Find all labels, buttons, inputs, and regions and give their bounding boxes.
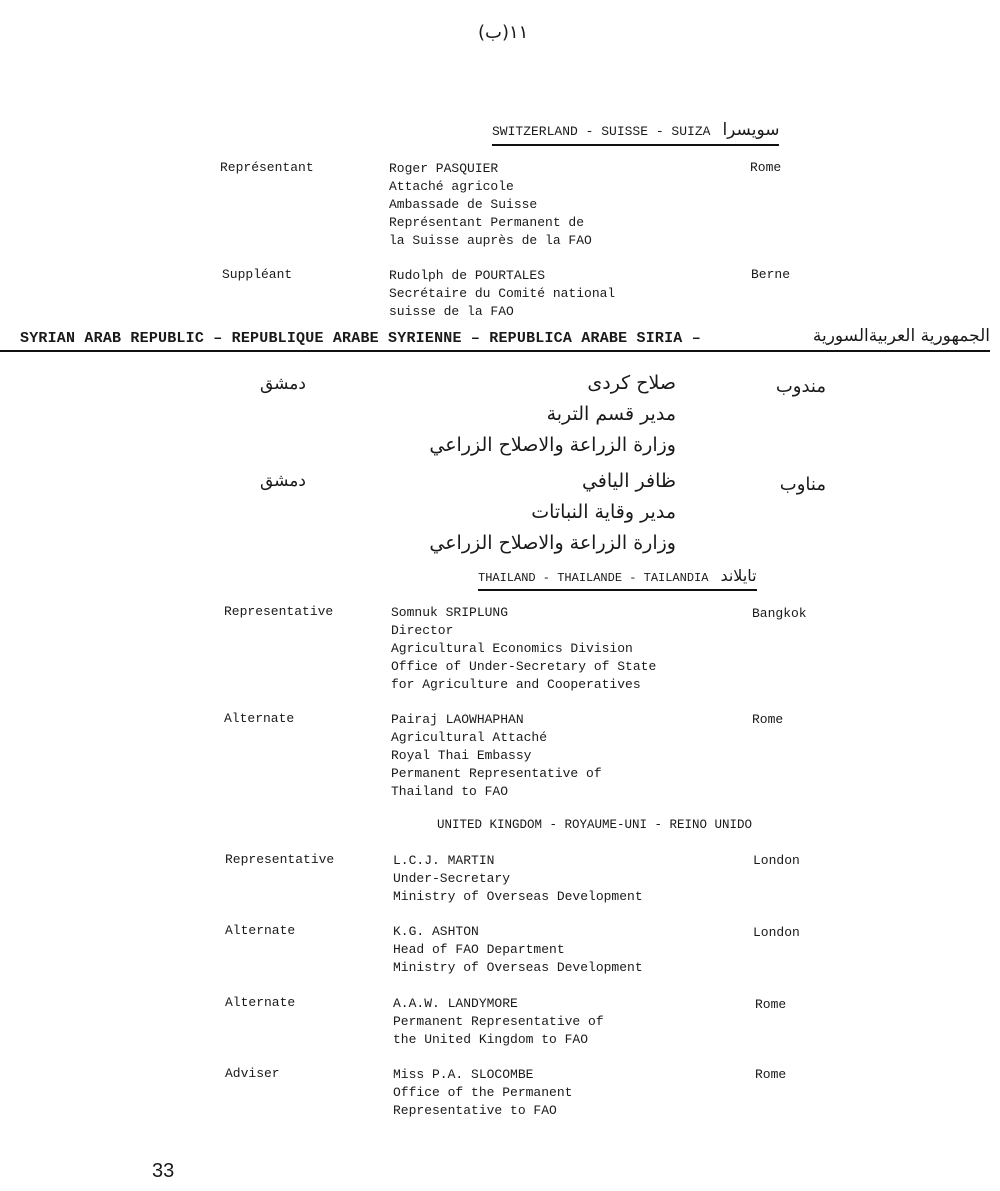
country-heading-arabic: الجمهورية العربيةالسورية [812,326,990,346]
delegate-role: Representative [224,604,334,619]
delegate-name: صلاح كردى [587,372,676,394]
delegate-detail-line: Under-Secretary [393,871,511,886]
delegate-details [393,1066,572,1120]
delegate-role: مندوب [775,376,826,397]
delegate-details [393,923,643,977]
delegate-detail-line: Attaché agricole [389,179,514,194]
delegate-detail-line: Agricultural Attaché [391,730,548,745]
delegate-name: Pairaj LAOWHAPHAN [391,712,524,727]
page-reference: ١١(ب) [478,22,529,43]
delegate-city: Rome [755,1067,787,1082]
page-number: 33 [152,1160,175,1182]
country-heading-syria [0,324,990,352]
delegate-role: Alternate [224,711,295,726]
delegate-role: مناوب [779,474,826,495]
delegate-details [391,604,656,694]
delegate-detail-line: Office of the Permanent [393,1085,573,1100]
country-heading-text: THAILAND - THAILANDE - TAILANDIA [478,571,709,585]
delegate-city: Rome [750,160,782,175]
delegate-details [393,852,643,906]
delegate-role: Alternate [225,995,296,1010]
delegate-details [389,160,592,250]
delegate-detail-line: Thailand to FAO [391,784,509,799]
delegate-city: Bangkok [752,606,807,621]
delegate-role: Représentant [220,160,314,175]
delegate-details [380,368,676,461]
delegate-role: Adviser [225,1066,280,1081]
delegate-detail-line: Secrétaire du Comité national [389,286,616,301]
country-heading-text: SWITZERLAND - SUISSE - SUIZA [492,124,711,139]
delegate-detail-line: Ambassade de Suisse [389,197,538,212]
delegate-city: Rome [752,712,784,727]
country-heading-uk [437,818,752,832]
delegate-detail-line: Ministry of Overseas Development [393,960,643,975]
delegate-name: Rudolph de POURTALES [389,268,546,283]
delegate-detail-line: Représentant Permanent de [389,215,585,230]
delegate-name: K.G. ASHTON [393,924,479,939]
delegate-role: Suppléant [222,267,293,282]
delegate-name: Roger PASQUIER [389,161,499,176]
delegate-detail-line: Director [391,623,454,638]
country-heading-text: SYRIAN ARAB REPUBLIC – REPUBLIQUE ARABE SYRIENNE – REPUBLICA ARABE SIRIA – [20,330,701,347]
delegate-city: London [753,925,800,940]
delegate-details [389,267,615,321]
delegate-role: Representative [225,852,335,867]
country-heading-thailand [478,566,757,591]
country-heading-text: UNITED KINGDOM - ROYAUME-UNI - REINO UNIDO [437,818,753,832]
delegate-city: London [753,853,800,868]
country-heading-arabic: تايلاند [720,566,757,585]
delegate-detail-line: Head of FAO Department [393,942,565,957]
delegate-details [393,995,604,1049]
delegate-detail-line: for Agriculture and Cooperatives [391,677,641,692]
delegate-city: Berne [751,267,791,282]
delegate-name: Miss P.A. SLOCOMBE [393,1067,534,1082]
delegate-city: دمشق [259,374,306,394]
delegate-detail-line: Royal Thai Embassy [391,748,532,763]
delegate-city: دمشق [259,471,306,491]
delegate-detail-line: Permanent Representative of [393,1014,604,1029]
delegate-detail-line: وزارة الزراعة والاصلاح الزراعي [429,532,676,554]
delegate-detail-line: Office of Under-Secretary of State [391,659,657,674]
delegate-city: Rome [755,997,787,1012]
delegate-detail-line: Representative to FAO [393,1103,557,1118]
delegate-detail-line: the United Kingdom to FAO [393,1032,589,1047]
delegate-name: Somnuk SRIPLUNG [391,605,509,620]
delegate-detail-line: Agricultural Economics Division [391,641,633,656]
delegate-name: ظافر اليافي [581,470,676,492]
delegate-name: L.C.J. MARTIN [393,853,495,868]
delegate-role: Alternate [225,923,296,938]
delegate-detail-line: suisse de la FAO [389,304,514,319]
delegate-detail-line: Ministry of Overseas Development [393,889,643,904]
delegate-details [380,466,676,559]
country-heading-switzerland [492,120,779,146]
delegate-detail-line: مدير قسم التربة [546,403,676,425]
delegate-detail-line: وزارة الزراعة والاصلاح الزراعي [429,434,676,456]
delegate-details [391,711,602,801]
delegate-detail-line: مدير وقاية النباتات [531,501,676,523]
delegate-name: A.A.W. LANDYMORE [393,996,518,1011]
delegate-detail-line: Permanent Representative of [391,766,602,781]
country-heading-arabic: سويسرا [722,120,780,140]
delegate-detail-line: la Suisse auprès de la FAO [389,233,592,248]
